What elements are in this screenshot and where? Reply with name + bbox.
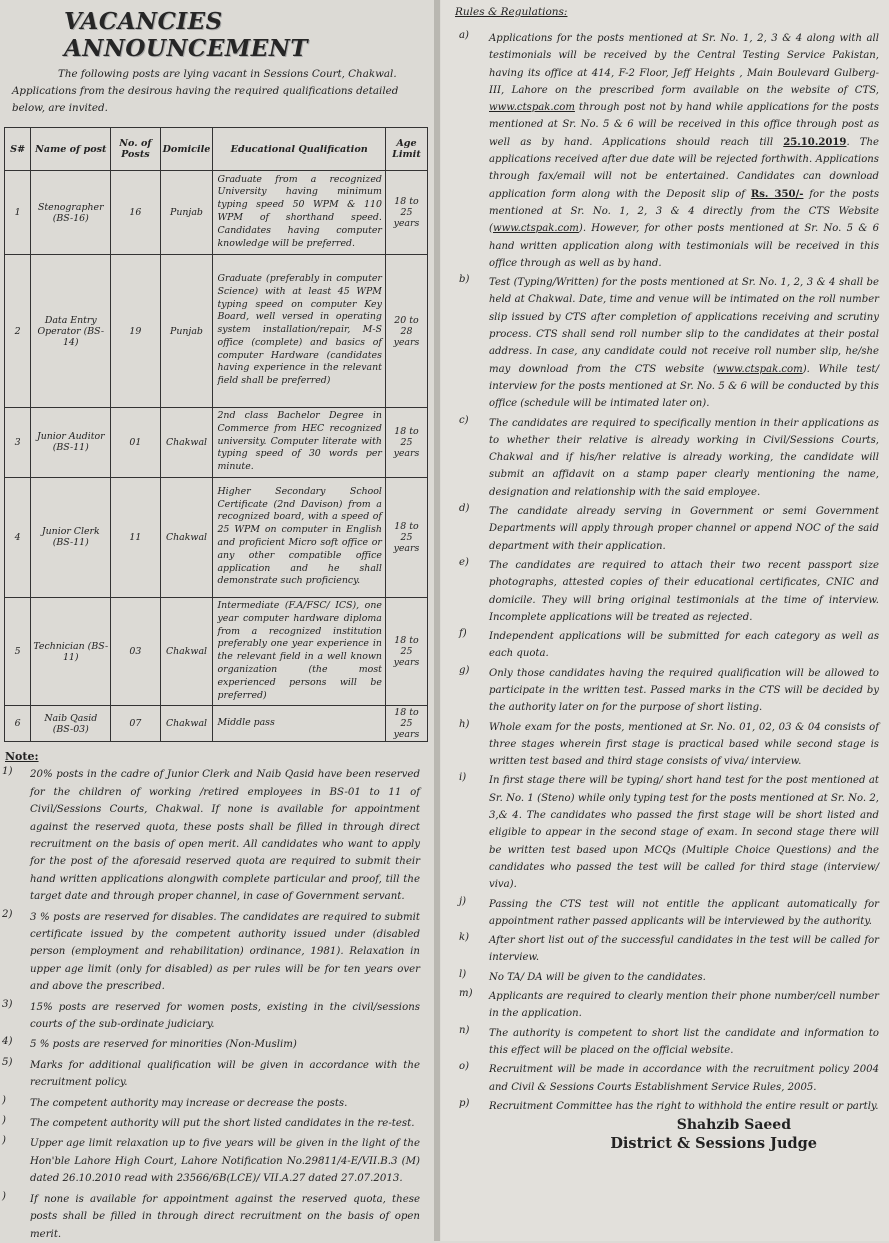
signature-block — [441, 1117, 817, 1153]
table-header-row — [5, 128, 428, 171]
announcement-title: VACANCIES ANNOUNCEMENT — [64, 8, 308, 62]
rule-marker: h) — [459, 718, 470, 730]
note-marker: 4) — [2, 1036, 13, 1048]
rule-text: After short list out of the successful candidates in the test will be called for interview. — [489, 935, 879, 964]
rule-text: The candidate already serving in Government or semi Government Departments will apply through proper channel or append NOC of the said department with their application. — [489, 506, 879, 552]
cell-qualification: Graduate from a recognized University having minimum typing speed 50 WPM & 110 WPM of shorthand speed. Candidates having computer knowledge will be preferred. — [213, 171, 385, 255]
list-item — [449, 557, 879, 626]
rules-heading: Rules & Regulations: — [455, 6, 568, 18]
note-marker: 3) — [2, 998, 13, 1010]
note-text: The competent authority will put the short listed candidates in the re-test. — [30, 1118, 415, 1130]
rule-text: In first stage there will be typing/ short hand test for the post mentioned at Sr. No. 1 (Steno) while only typing test for the posts mentioned at Sr. No. 2, 3,& 4. The candidates who passed the first stage will be short listed and eligible to appear in the second stage of exam. In second stage there will be written test based upon MCQs (Multiple Choice Questions) and the candidates who passed the test will be called for third stage (interview/ viva). — [489, 775, 879, 891]
list-item — [0, 1036, 420, 1053]
list-item — [449, 628, 879, 663]
cell-qualification: Graduate (preferably in computer Science) with at least 45 WPM typing speed on computer Key Board, well versed in operating system installation/repair, M-S office (complete) and basics of computer Hardware (candidates having experience in the relevant field shall be preferred) — [213, 255, 385, 408]
cell-qualification: Middle pass — [213, 706, 385, 742]
header-age-limit: Age Limit — [385, 128, 427, 171]
rule-marker: d) — [459, 503, 470, 515]
list-item — [449, 30, 879, 272]
rule-text: Whole exam for the posts, mentioned at Sr. No. 01, 02, 03 & 04 consists of three stages wherein first stage is practical based while second stage is written test based and third stage consists of viva/ interview. — [489, 721, 879, 768]
note-text: Marks for additional qualification will be given in accordance with the recruitment policy. — [30, 1059, 420, 1089]
note-text: 15% posts are reserved for women posts, existing in the civil/sessions courts of the sub-ordinate judiciary. — [30, 1001, 420, 1031]
cell-post-count: 16 — [111, 171, 160, 255]
notes-heading: Note: — [5, 750, 39, 764]
cell-domicile: Punjab — [160, 171, 213, 255]
list-item — [0, 999, 420, 1034]
table-row — [5, 597, 428, 705]
cell-domicile: Chakwal — [160, 706, 213, 742]
cell-post-count: 07 — [111, 706, 160, 742]
cell-qualification: 2nd class Bachelor Degree in Commerce from HEC recognized university. Computer literate with typing speed of 30 words per minute. — [213, 408, 385, 478]
rule-text-part: ). However, for other posts mentioned at Sr. No. 5 & 6 hand written application along with testimonials will be received in this office through as well as by hand. — [489, 223, 879, 269]
rule-text — [489, 30, 879, 272]
cell-domicile: Chakwal — [160, 597, 213, 705]
table-row — [5, 255, 428, 408]
header-qualification: Educational Qualification — [213, 128, 385, 171]
column-divider — [434, 0, 440, 1241]
list-item — [449, 665, 879, 717]
header-domicile: Domicile — [160, 128, 213, 171]
rule-marker: m) — [459, 988, 473, 1000]
rule-text-part: . The applications received after due date will be rejected forthwith. Applications through fax/email will not be entertained. Candidates can download application form along with the Deposit slip of — [489, 136, 879, 200]
table-row — [5, 706, 428, 742]
rule-marker: g) — [459, 664, 470, 676]
rule-text — [489, 274, 879, 412]
list-item — [0, 766, 420, 905]
header-post-count: No. of Posts — [111, 128, 160, 171]
signatory-designation: District & Sessions Judge — [610, 1135, 817, 1153]
cell-age-limit: 18 to 25 years — [385, 408, 427, 478]
table-row — [5, 408, 428, 478]
list-item — [449, 1025, 879, 1060]
table-row — [5, 477, 428, 597]
rule-marker: l) — [459, 968, 467, 980]
cell-domicile: Chakwal — [160, 408, 213, 478]
left-column — [0, 0, 430, 1241]
note-marker: 2) — [2, 908, 13, 920]
website-link[interactable]: www.ctspak.com — [492, 223, 579, 235]
note-marker: 1) — [2, 766, 13, 778]
rule-text: Recruitment will be made in accordance with the recruitment policy 2004 and Civil & Sessions Courts Establishment Service Rules, 2005. — [489, 1064, 879, 1093]
rule-text: The authority is competent to short list the candidate and information to this effect will be placed on the official website. — [489, 1027, 879, 1056]
list-item — [449, 1098, 879, 1115]
cell-post-count: 19 — [111, 255, 160, 408]
cell-post-name: Junior Auditor (BS-11) — [31, 408, 111, 478]
note-marker: ) — [2, 1135, 6, 1147]
cell-qualification: Intermediate (F.A/FSC/ ICS), one year computer hardware diploma from a recognized institution preferably one year experience in the relevant field in a well known organization (the most experienced persons will be preferred) — [213, 597, 385, 705]
list-item — [0, 1057, 420, 1092]
rules-list — [449, 30, 879, 1115]
cell-age-limit: 18 to 25 years — [385, 477, 427, 597]
website-link[interactable]: www.ctspak.com — [489, 102, 575, 114]
rule-marker: a) — [459, 30, 469, 41]
header-serial: S# — [5, 128, 31, 171]
rule-marker: j) — [459, 895, 467, 907]
vacancies-table — [4, 127, 428, 742]
cell-qualification: Higher Secondary School Certificate (2nd Davison) from a recognized board, with a speed of 25 WPM on computer in English and proficient Micro soft office or any other compatible office application and he shall demonstrate such proficiency. — [213, 477, 385, 597]
rule-marker: p) — [459, 1097, 470, 1109]
note-marker: ) — [2, 1115, 6, 1127]
signatory-name: Shahzib Saeed — [676, 1117, 791, 1134]
cell-age-limit: 18 to 25 years — [385, 706, 427, 742]
cell-domicile: Punjab — [160, 255, 213, 408]
cell-serial: 2 — [5, 255, 31, 408]
cell-post-name: Junior Clerk (BS-11) — [31, 477, 111, 597]
cell-post-name: Data Entry Operator (BS-14) — [31, 255, 111, 408]
list-item — [0, 1115, 420, 1132]
cell-serial: 5 — [5, 597, 31, 705]
header-post-name: Name of post — [31, 128, 111, 171]
list-item — [449, 719, 879, 771]
note-text: If none is available for appointment against the reserved quota, these posts shall be filled in through direct recruitment on the basis of open merit. — [30, 1193, 420, 1240]
cell-post-count: 01 — [111, 408, 160, 478]
list-item — [449, 274, 879, 412]
cell-post-name: Technician (BS-11) — [31, 597, 111, 705]
note-text: Upper age limit relaxation up to five years will be given in the light of the Hon'ble Lahore High Court, Lahore Notification No.29811/4-E/VII.B.3 (M) dated 26.10.2010 read with 23566/6B(LCE)/ VII.A.27 dated 27.07.2013. — [30, 1138, 420, 1185]
rule-text: Recruitment Committee has the right to withhold the entire result or partly. — [489, 1100, 879, 1112]
list-item — [449, 988, 879, 1023]
notes-list — [0, 766, 420, 1243]
rule-text: Passing the CTS test will not entitle the applicant automatically for appointment rather passed applicants will be interviewed by the authority. — [489, 898, 879, 927]
note-text: 3 % posts are reserved for disables. The candidates are required to submit certificate issued by the competent authority issued under (disabled person (employment and rehabilitation) ordinance, 1981). Relaxation in upper age limit (only for disabled) as per rules will be for ten years over and above the prescribed. — [30, 911, 420, 993]
intro-paragraph: The following posts are lying vacant in Sessions Court, Chakwal. Applications from the desirous having the required qualifications detailed below, are invited. — [12, 68, 399, 114]
rule-text: The candidates are required to specifically mention in their applications as to whether their relative is already working in Civil/Sessions Courts, Chakwal and if his/her relative is already working, the candidate will submit an affidavit on a stamp paper clearly mentioning the name, designation and relationship with the said employee. — [489, 417, 879, 498]
cell-post-name: Stenographer (BS-16) — [31, 171, 111, 255]
rule-text-part: ). While test/ interview for the posts mentioned at Sr. No. 5 & 6 will be conducted by this office (schedule will be intimated later on). — [489, 363, 879, 410]
deposit-amount: Rs. 350/- — [750, 188, 804, 200]
rule-text: Only those candidates having the required qualification will be allowed to participate in the written test. Passed marks in the CTS will be decided by the authority later on for the purpose of short listing. — [489, 667, 879, 714]
rule-marker: b) — [459, 274, 470, 286]
right-column — [441, 0, 889, 1241]
rule-marker: f) — [459, 628, 467, 640]
note-marker: 5) — [2, 1056, 13, 1068]
rule-text: Applicants are required to clearly mention their phone number/cell number in the application. — [489, 991, 879, 1020]
rule-marker: n) — [459, 1024, 470, 1036]
cell-domicile: Chakwal — [160, 477, 213, 597]
cell-post-name: Naib Qasid (BS-03) — [31, 706, 111, 742]
rule-text: Independent applications will be submitted for each category as well as each quota. — [489, 631, 879, 660]
deadline-date: 25.10.2019 — [783, 136, 847, 148]
cell-age-limit: 20 to 28 years — [385, 255, 427, 408]
rule-text-part: Test (Typing/Written) for the posts mentioned at Sr. No. 1, 2, 3 & 4 shall be held at Chakwal. Date, time and venue will be intimated on the roll number slip issued by CTS after completion of applications receiving and scrutiny process. CTS shall send roll number slip to the candidates at their postal address. In case, any candidate could not receive roll number slip, he/she may download from the CTS website ( — [489, 277, 879, 375]
note-marker: ) — [2, 1094, 6, 1106]
cell-serial: 3 — [5, 408, 31, 478]
list-item — [0, 909, 420, 996]
rule-marker: o) — [459, 1061, 470, 1073]
cell-post-count: 03 — [111, 597, 160, 705]
rule-marker: k) — [459, 932, 470, 944]
list-item — [449, 415, 879, 501]
note-text: 20% posts in the cadre of Junior Clerk and Naib Qasid have been reserved for the children of working /retired employees in BS-01 to 11 of Civil/Sessions Courts, Chakwal. If none is available for appointment against the reserved quota, these posts shall be filled in through direct recruitment on the basis of open merit. All candidates who want to apply for the post of the aforesaid reserved quota are required to submit their hand written applications alongwith complete particular and proof, till the target date and through proper channel, in case of Government servant. — [30, 769, 420, 903]
list-item — [0, 1135, 420, 1187]
rule-text-part: for the posts mentioned at Sr. No. 1, 2, 3 & 4 directly from the CTS Website ( — [489, 188, 880, 235]
list-item — [0, 1191, 420, 1243]
rule-text: The candidates are required to attach their two recent passport size photographs, attested copies of their educational certificates, CNIC and domicile. They will bring original testimonials at the time of interview. Incomplete applications will be treated as rejected. — [489, 559, 879, 623]
rule-text-part: through post not by hand while applications for the posts mentioned at Sr. No. 5 & 6 will be received in this office through post as well as by hand. Applications should reach till — [489, 102, 879, 148]
note-text: 5 % posts are reserved for minorities (Non-Muslim) — [30, 1039, 297, 1051]
cell-age-limit: 18 to 25 years — [385, 171, 427, 255]
cell-serial: 1 — [5, 171, 31, 255]
table-row — [5, 171, 428, 255]
note-marker: ) — [2, 1190, 6, 1202]
cell-serial: 4 — [5, 477, 31, 597]
list-item — [449, 932, 879, 967]
cell-age-limit: 18 to 25 years — [385, 597, 427, 705]
cell-serial: 6 — [5, 706, 31, 742]
rule-text: No TA/ DA will be given to the candidates. — [489, 971, 706, 983]
list-item — [449, 772, 879, 893]
list-item — [449, 969, 879, 986]
rule-text-part: Applications for the posts mentioned at Sr. No. 1, 2, 3 & 4 along with all testimonials will be received by the Central Testing Service Pakistan, having its office at 414, F-2 Floor, Jeff Heights , Main Boulevard Gulberg-III, Lahore on the prescribed form available on the website of CTS, — [489, 33, 879, 96]
list-item — [449, 896, 879, 931]
cell-post-count: 11 — [111, 477, 160, 597]
list-item — [0, 1095, 420, 1112]
note-text: The competent authority may increase or decrease the posts. — [30, 1097, 348, 1109]
website-link[interactable]: www.ctspak.com — [716, 363, 803, 375]
list-item — [449, 503, 879, 555]
rule-marker: c) — [459, 414, 469, 426]
rule-marker: i) — [459, 772, 467, 784]
rule-marker: e) — [459, 556, 469, 568]
list-item — [449, 1061, 879, 1096]
